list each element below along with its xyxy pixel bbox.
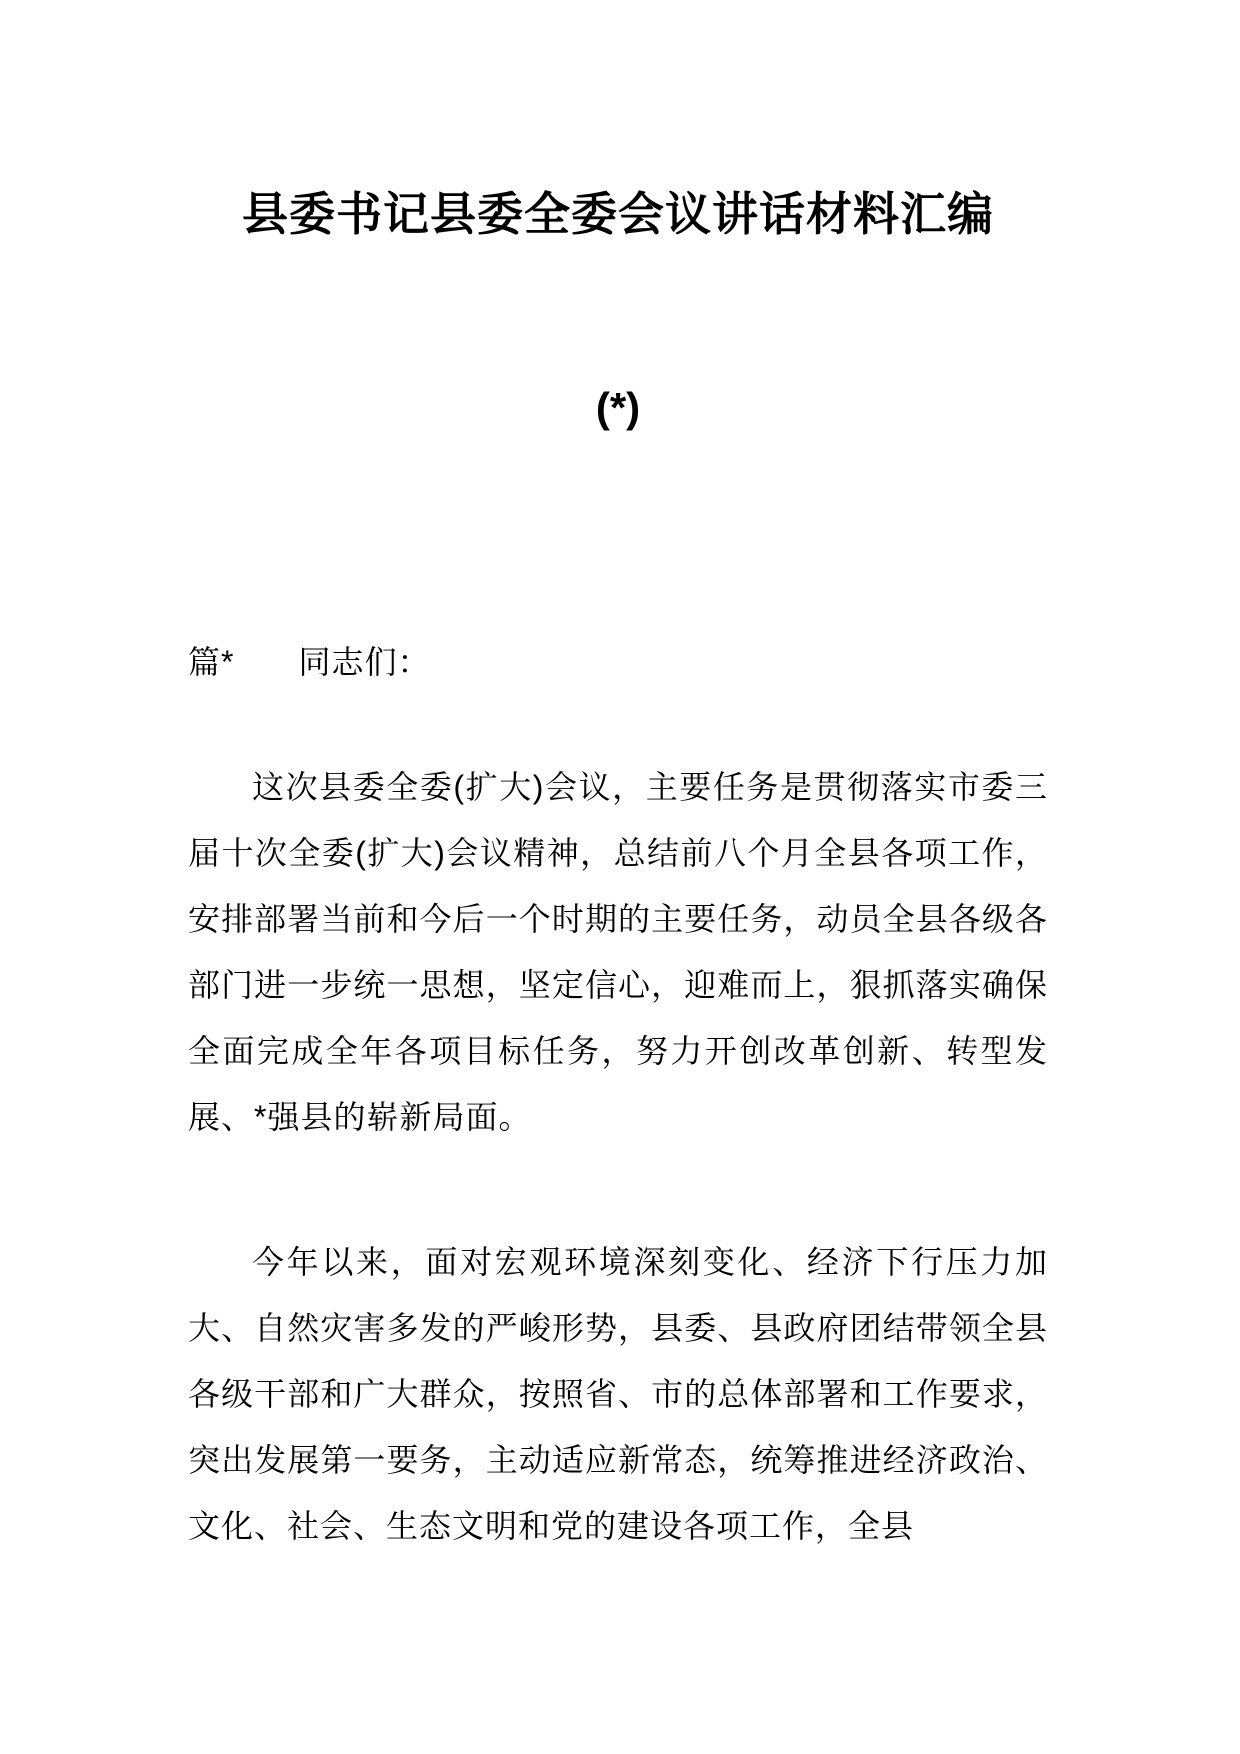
paragraph-1: 这次县委全委(扩大)会议，主要任务是贯彻落实市委三届十次全委(扩大)会议精神，总结前八个月全县各项工作，安排部署当前和今后一个时期的主要任务，动员全县各级各部门进一步统一思想，坚定信心，迎难而上，狠抓落实确保全面完成全年各项目标任务，努力开创改革创新、转型发展、*强县的崭新局面。 bbox=[188, 769, 1048, 1135]
document-title: 县委书记县委全委会议讲话材料汇编 bbox=[242, 188, 994, 240]
document-subtitle: (*) bbox=[595, 384, 641, 431]
section-marker: 篇* bbox=[188, 644, 235, 680]
paragraph-2: 今年以来，面对宏观环境深刻变化、经济下行压力加大、自然灾害多发的严峻形势，县委、县政府团结带领全县各级干部和广大群众，按照省、市的总体部署和工作要求，突出发展第一要务，主动适应新常态，统筹推进经济政治、文化、社会、生态文明和党的建设各项工作，全县 bbox=[188, 1244, 1048, 1544]
salutation-line bbox=[188, 629, 1048, 695]
greeting-text: 同志们： bbox=[298, 644, 431, 680]
